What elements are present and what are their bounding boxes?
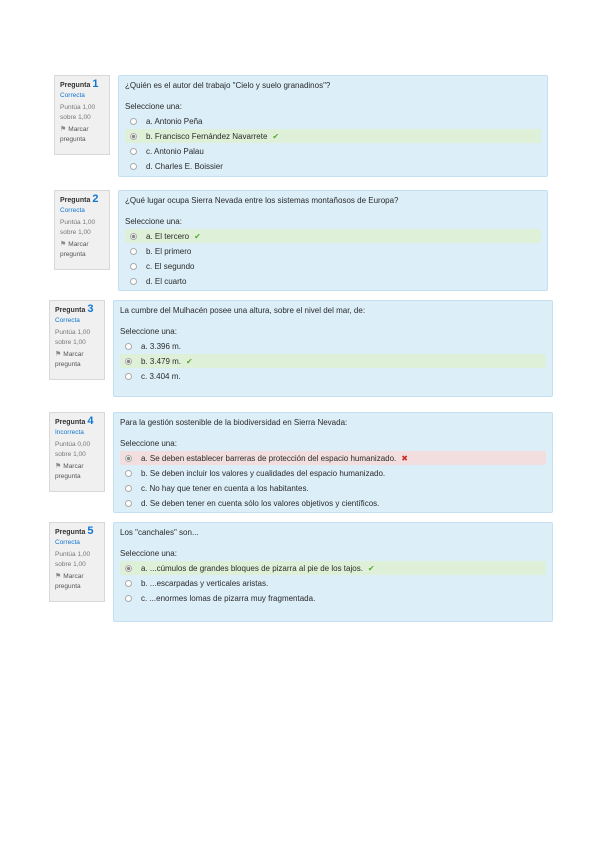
question-info-4 (49, 412, 105, 492)
check-icon: ✔ (272, 131, 280, 141)
flag-question-link[interactable] (55, 350, 99, 369)
radio-button[interactable] (130, 278, 137, 285)
answer-prompt: Seleccione una: (120, 439, 177, 448)
radio-button[interactable] (125, 580, 132, 587)
radio-button-selected[interactable] (130, 133, 137, 140)
radio-button[interactable] (130, 118, 137, 125)
question-number: 3 (87, 303, 94, 315)
answer-option-a[interactable] (120, 339, 546, 353)
flag-label: Marcar pregunta (55, 463, 84, 480)
question-word: Pregunta (55, 307, 86, 314)
question-text: La cumbre del Mulhacén posee una altura, sobre el nivel del mar, de: (120, 306, 366, 315)
question-grade: Puntúa 0,00 sobre 1,00 (55, 441, 91, 458)
question-grade: Puntúa 1,00 sobre 1,00 (60, 104, 96, 121)
question-word: Pregunta (55, 419, 86, 426)
answer-prompt: Seleccione una: (125, 102, 182, 111)
option-label: c. ...enormes lomas de pizarra muy fragmentada. (141, 593, 316, 603)
check-icon: ✔ (194, 231, 201, 241)
question-state: Incorrecta (55, 428, 84, 436)
answer-option-b[interactable] (120, 466, 546, 480)
radio-button[interactable] (130, 148, 137, 155)
flag-label: Marcar pregunta (60, 126, 89, 143)
option-label: d. Se deben tener en cuenta sólo los valores objetivos y científicos. (141, 498, 380, 508)
question-word: Pregunta (60, 197, 91, 204)
flag-icon: ⚑ (55, 573, 62, 580)
question-grade: Puntúa 1,00 sobre 1,00 (55, 551, 91, 568)
radio-button[interactable] (125, 343, 132, 350)
option-label: b. Francisco Fernández Navarrete (146, 131, 268, 141)
answer-prompt: Seleccione una: (120, 549, 177, 558)
option-label: c. Antonio Palau (146, 146, 204, 156)
radio-button-selected[interactable] (130, 233, 137, 240)
option-label: c. El segundo (146, 261, 195, 271)
answer-option-c[interactable] (125, 144, 541, 158)
answer-prompt: Seleccione una: (120, 327, 177, 336)
question-block-4 (49, 412, 553, 513)
answer-option-c[interactable] (120, 369, 546, 383)
answer-option-d[interactable] (120, 496, 546, 510)
flag-question-link[interactable] (60, 125, 104, 144)
option-label: b. Se deben incluir los valores y cualidades del espacio humanizado. (141, 468, 386, 478)
flag-question-link[interactable] (55, 462, 99, 481)
radio-button-selected[interactable] (125, 565, 132, 572)
radio-button[interactable] (130, 248, 137, 255)
question-content-2 (118, 190, 548, 291)
answer-option-c[interactable] (120, 481, 546, 495)
question-state: Correcta (60, 91, 85, 99)
question-text: ¿Qué lugar ocupa Sierra Nevada entre los sistemas montañosos de Europa? (125, 196, 399, 205)
question-block-1 (54, 75, 548, 177)
flag-label: Marcar pregunta (60, 241, 89, 258)
option-label: b. ...escarpadas y verticales aristas. (141, 578, 269, 588)
flag-label: Marcar pregunta (55, 351, 84, 368)
question-grade: Puntúa 1,00 sobre 1,00 (55, 329, 91, 346)
question-word: Pregunta (60, 82, 91, 89)
radio-button-selected[interactable] (125, 455, 132, 462)
answer-option-c[interactable] (125, 259, 541, 273)
question-text: Para la gestión sostenible de la biodiversidad en Sierra Nevada: (120, 418, 348, 427)
radio-button[interactable] (125, 485, 132, 492)
flag-icon: ⚑ (55, 463, 62, 470)
radio-button[interactable] (125, 595, 132, 602)
question-block-2 (54, 190, 548, 291)
question-content-4 (113, 412, 553, 513)
radio-button-selected[interactable] (125, 358, 132, 365)
answer-option-b[interactable] (120, 354, 546, 368)
radio-button[interactable] (130, 263, 137, 270)
option-label: d. El cuarto (146, 276, 187, 286)
option-label: d. Charles E. Boissier (146, 161, 223, 171)
question-grade: Puntúa 1,00 sobre 1,00 (60, 219, 96, 236)
question-number: 5 (87, 525, 94, 537)
question-content-3 (113, 300, 553, 397)
option-label: a. Antonio Peña (146, 116, 203, 126)
answer-option-d[interactable] (125, 159, 541, 173)
answer-option-c[interactable] (120, 591, 546, 605)
option-label: c. No hay que tener en cuenta a los habitantes. (141, 483, 309, 493)
flag-icon: ⚑ (60, 126, 67, 133)
check-icon: ✔ (186, 356, 193, 366)
option-label: a. ...cúmulos de grandes bloques de pizarra al pie de los tajos. (141, 563, 363, 573)
flag-question-link[interactable] (55, 572, 99, 591)
question-info-1 (54, 75, 110, 155)
option-label: a. El tercero (146, 231, 190, 241)
question-info-3 (49, 300, 105, 380)
flag-icon: ⚑ (60, 241, 67, 248)
question-content-5 (113, 522, 553, 622)
radio-button[interactable] (125, 373, 132, 380)
answer-option-a[interactable] (120, 451, 546, 465)
answer-option-b[interactable] (125, 244, 541, 258)
question-text: ¿Quién es el autor del trabajo "Cielo y suelo granadinos"? (125, 81, 331, 90)
question-text: Los "canchales" son... (120, 528, 199, 537)
check-icon: ✔ (367, 563, 375, 573)
question-number: 1 (92, 78, 99, 90)
answer-option-d[interactable] (125, 274, 541, 288)
question-info-2 (54, 190, 110, 270)
question-content-1 (118, 75, 548, 177)
cross-icon: ✖ (401, 453, 408, 463)
question-block-5 (49, 522, 553, 622)
flag-label: Marcar pregunta (55, 573, 84, 590)
question-state: Correcta (60, 206, 85, 214)
question-state: Correcta (55, 538, 80, 546)
answer-option-b[interactable] (120, 576, 546, 590)
question-state: Correcta (55, 316, 80, 324)
option-label: a. 3.396 m. (141, 341, 182, 351)
answer-option-a[interactable] (125, 229, 541, 243)
radio-button[interactable] (130, 163, 137, 170)
question-info-5 (49, 522, 105, 602)
option-label: c. 3.404 m. (141, 371, 181, 381)
answer-prompt: Seleccione una: (125, 217, 182, 226)
question-number: 2 (92, 193, 99, 205)
option-label: b. El primero (146, 246, 192, 256)
question-word: Pregunta (55, 529, 86, 536)
radio-button[interactable] (125, 470, 132, 477)
answer-option-a[interactable] (120, 561, 546, 575)
option-label: b. 3.479 m. (141, 356, 182, 366)
option-label: a. Se deben establecer barreras de protección del espacio humanizado. (141, 453, 397, 463)
radio-button[interactable] (125, 500, 132, 507)
flag-question-link[interactable] (60, 240, 104, 259)
answer-option-b[interactable] (125, 129, 541, 143)
answer-option-a[interactable] (125, 114, 541, 128)
question-number: 4 (87, 415, 94, 427)
flag-icon: ⚑ (55, 351, 62, 358)
question-block-3 (49, 300, 553, 397)
